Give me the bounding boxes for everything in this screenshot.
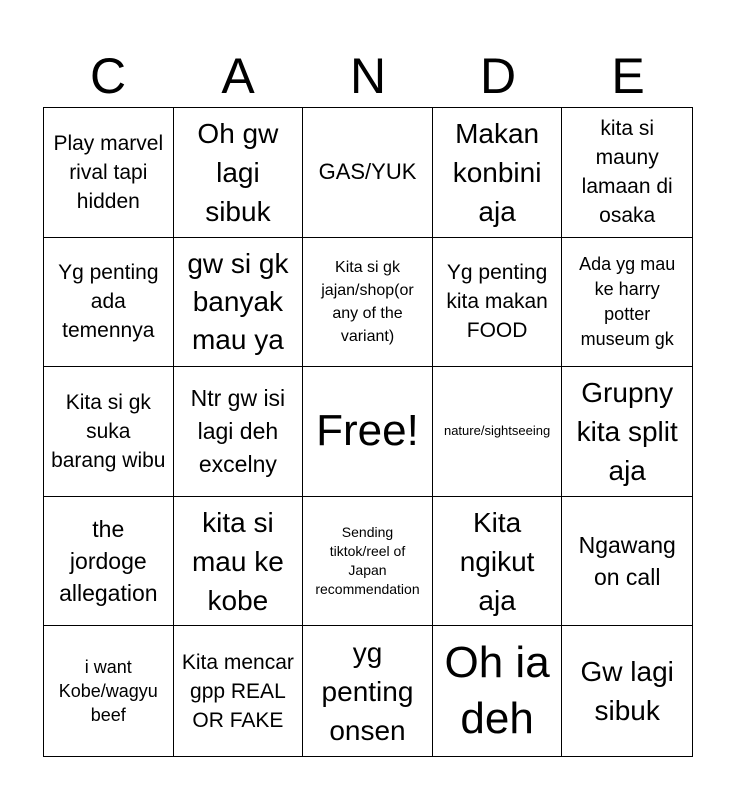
- cell-text: gw si gk banyak mau ya: [187, 247, 289, 355]
- bingo-cell-5[interactable]: [562, 108, 692, 238]
- bingo-cell-18[interactable]: [303, 497, 433, 627]
- cell-text: the jordoge allegation: [59, 516, 158, 607]
- cell-text: Makan konbini aja: [452, 117, 542, 227]
- cell-text: Oh ia deh: [444, 638, 550, 744]
- cell-text: Kita si gk suka barang wibu: [51, 390, 166, 472]
- bingo-cell-19[interactable]: [433, 497, 563, 627]
- cell-text: Sending tiktok/reel of Japan recommendation: [315, 524, 420, 598]
- cell-text: GAS/YUK: [318, 159, 417, 185]
- bingo-cell-24[interactable]: [433, 626, 563, 756]
- cell-text: Yg penting ada temennya: [58, 261, 159, 343]
- header-letter-d: D: [479, 48, 517, 104]
- bingo-cell-21[interactable]: [44, 626, 174, 756]
- bingo-cell-17[interactable]: [174, 497, 304, 627]
- cell-text: i want Kobe/wagyu beef: [58, 657, 158, 726]
- header-letter-n: N: [349, 48, 387, 104]
- bingo-cell-1[interactable]: [44, 108, 174, 238]
- cell-text: Grupny kita split aja: [576, 376, 678, 486]
- cell-text: Oh gw lagi sibuk: [197, 117, 279, 227]
- bingo-cell-22[interactable]: [174, 626, 304, 756]
- bingo-cell-23[interactable]: [303, 626, 433, 756]
- cell-text: kita si mau ke kobe: [191, 506, 284, 616]
- free-space-text: Free!: [316, 406, 419, 456]
- header-letter-c: C: [89, 48, 127, 104]
- cell-text: nature/sightseeing: [443, 423, 551, 439]
- bingo-cell-20[interactable]: [562, 497, 692, 627]
- cell-text: yg penting onsen: [321, 636, 414, 746]
- bingo-header: [43, 48, 693, 104]
- cell-text: kita si mauny lamaan di osaka: [581, 117, 673, 228]
- cell-text: Ada yg mau ke harry potter museum gk: [579, 253, 676, 349]
- bingo-cell-14[interactable]: [433, 367, 563, 497]
- bingo-cell-13-free[interactable]: [303, 367, 433, 497]
- header-letter-e: E: [611, 48, 645, 104]
- bingo-cell-2[interactable]: [174, 108, 304, 238]
- bingo-cell-6[interactable]: [44, 238, 174, 368]
- cell-text: Gw lagi sibuk: [580, 656, 674, 727]
- bingo-cell-8[interactable]: [303, 238, 433, 368]
- bingo-cell-12[interactable]: [174, 367, 304, 497]
- bingo-cell-16[interactable]: [44, 497, 174, 627]
- bingo-cell-11[interactable]: [44, 367, 174, 497]
- bingo-cell-3[interactable]: [303, 108, 433, 238]
- bingo-cell-4[interactable]: [433, 108, 563, 238]
- cell-text: Kita mencar gpp REAL OR FAKE: [181, 650, 294, 732]
- bingo-cell-9[interactable]: [433, 238, 563, 368]
- cell-text: Ngawang on call: [578, 532, 676, 591]
- cell-text: Kita si gk jajan/shop(or any of the variant): [321, 258, 414, 345]
- cell-text: Ntr gw isi lagi deh excelny: [190, 384, 286, 477]
- bingo-cell-7[interactable]: [174, 238, 304, 368]
- cell-text: Kita ngikut aja: [459, 506, 535, 616]
- cell-text: Play marvel rival tapi hidden: [53, 131, 164, 213]
- header-letter-a: A: [221, 48, 255, 104]
- bingo-cell-15[interactable]: [562, 367, 692, 497]
- bingo-cell-25[interactable]: [562, 626, 692, 756]
- bingo-board: [43, 107, 693, 757]
- cell-text: Yg penting kita makan FOOD: [446, 261, 548, 343]
- bingo-cell-10[interactable]: [562, 238, 692, 368]
